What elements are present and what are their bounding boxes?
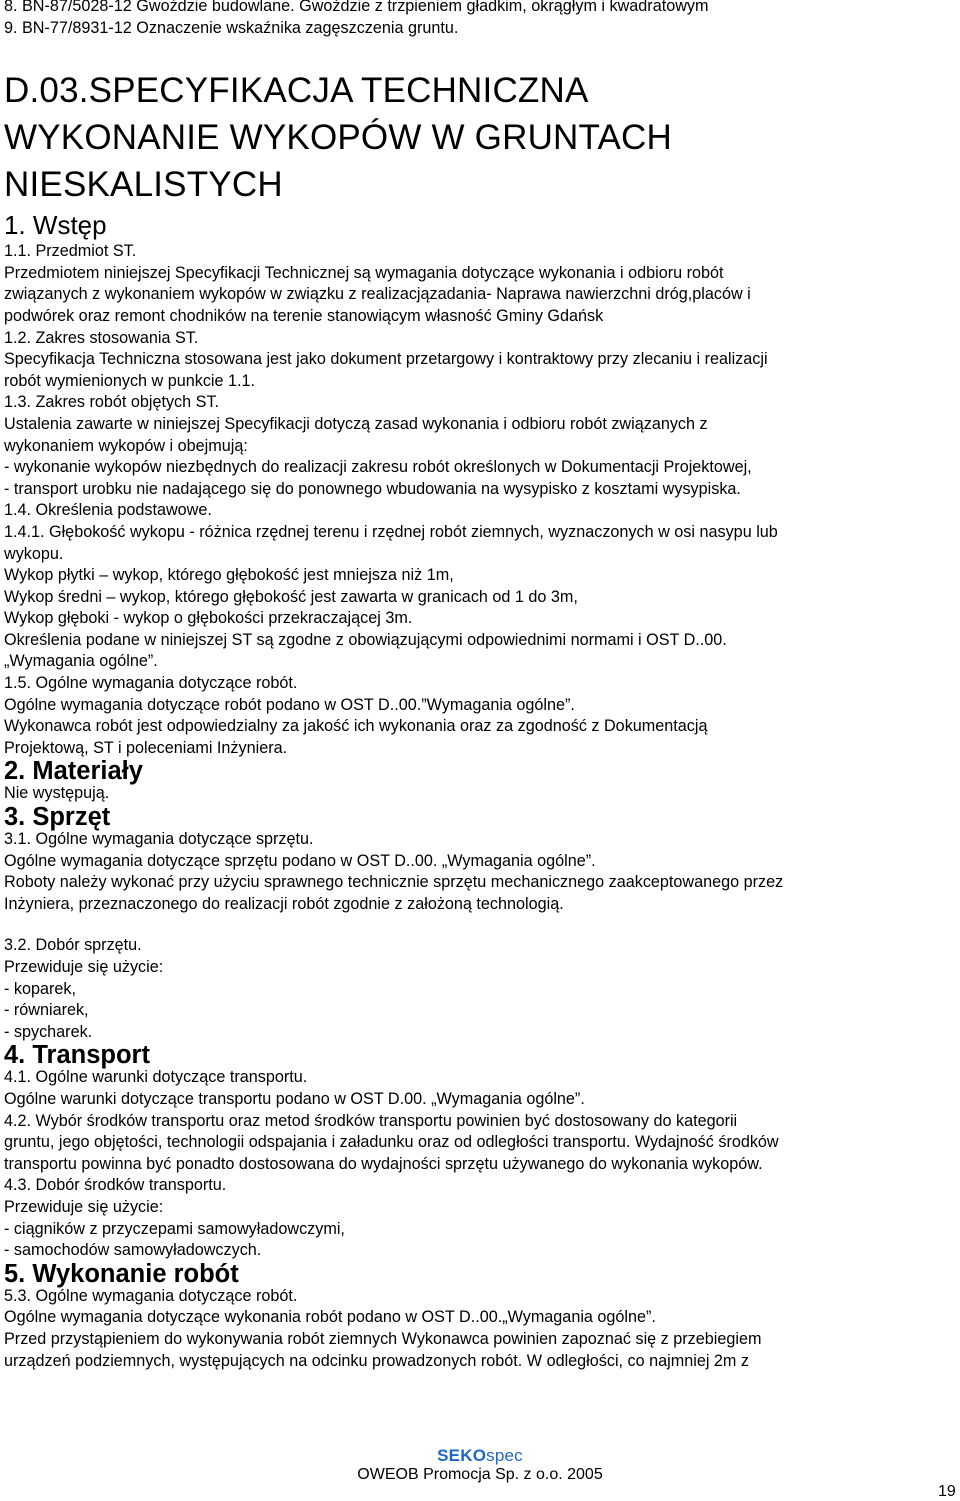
text-line: Specyfikacja Techniczna stosowana jest jako dokument przetargowy i kontraktowy przy zlecaniu i realizacji (4, 350, 768, 369)
text-line: Ogólne wymagania dotyczące robót podano w OST D..00.”Wymagania ogólne”. (4, 695, 575, 714)
spec-title-line-3: NIESKALISTYCH (4, 165, 283, 205)
text-line: 4.2. Wybór środków transportu oraz metod środków transportu powinien być dostosowany do kategorii (4, 1111, 738, 1130)
list-item: - koparek, (4, 979, 76, 998)
text-line: Ustalenia zawarte w niniejszej Specyfikacji dotyczą zasad wykonania i odbioru robót związanych z (4, 414, 708, 433)
reference-item: 8. BN-87/5028-12 Gwoździe budowlane. Gwoździe z trzpieniem gładkim, okrągłym i kwadratowym (4, 0, 709, 15)
text-line: Roboty należy wykonać przy użyciu sprawnego technicznie sprzętu mechanicznego zaakceptowanego przez (4, 873, 784, 892)
text-line: - wykonanie wykopów niezbędnych do realizacji zakresu robót określonych w Dokumentacji Projektowej, (4, 458, 752, 477)
text-line: 1.5. Ogólne wymagania dotyczące robót. (4, 674, 298, 693)
footer-logo (0, 1446, 960, 1466)
list-item: - równiarek, (4, 1001, 89, 1020)
section-heading-transport: 4. Transport (4, 1041, 150, 1070)
logo-bold-text: SEKO (437, 1446, 487, 1465)
list-item: - samochodów samowyładowczych. (4, 1241, 262, 1260)
text-line: 4.3. Dobór środków transportu. (4, 1176, 227, 1195)
section-heading-execution: 5. Wykonanie robót (4, 1259, 239, 1288)
text-line: - transport urobku nie nadającego się do ponownego wbudowania na wysypisko z kosztami wysypiska. (4, 479, 741, 498)
logo-light-text: spec (486, 1446, 523, 1465)
text-line: wykopu. (4, 544, 64, 563)
text-line: Przewiduje się użycie: (4, 1197, 164, 1216)
text-line: Wykop płytki – wykop, którego głębokość jest mniejsza niż 1m, (4, 566, 454, 585)
section-introduction-body (4, 241, 954, 759)
section-heading-materials: 2. Materiały (4, 757, 143, 786)
text-line: gruntu, jego objętości, technologii odspajania i załadunku oraz od odległości transportu. Wydajność środków (4, 1133, 779, 1152)
text-line: Przed przystąpieniem do wykonywania robót ziemnych Wykonawca powinien zapoznać się z przebiegiem (4, 1329, 762, 1348)
text-line: robót wymienionych w punkcie 1.1. (4, 371, 256, 390)
text-line: transportu powinna być ponadto dostosowana do wydajności sprzętu używanego do wykonania wykopów. (4, 1154, 763, 1173)
text-line: 1.4.1. Głębokość wykopu - różnica rzędnej terenu i rzędnej robót ziemnych, wyznaczonych w osi nasypu lub (4, 522, 778, 541)
footer-company: OWEOB Promocja Sp. z o.o. 2005 (357, 1466, 603, 1483)
reference-item: 9. BN-77/8931-12 Oznaczenie wskaźnika zagęszczenia gruntu. (4, 18, 459, 37)
page-number: 19 (938, 1483, 956, 1500)
text-line: związanych z wykonaniem wykopów w związku z realizacjązadania- Naprawa nawierzchni dróg,placów i (4, 285, 751, 304)
text-line: Wykop średni – wykop, którego głębokość jest zawarta w granicach od 1 do 3m, (4, 587, 578, 606)
text-line: Przewiduje się użycie: (4, 958, 164, 976)
text-line: 3.1. Ogólne wymagania dotyczące sprzętu. (4, 830, 314, 849)
text-line: Ogólne wymagania dotyczące sprzętu podano w OST D..00. „Wymagania ogólne”. (4, 851, 596, 870)
text-line: urządzeń podziemnych, występujących na odcinku prowadzonych robót. W odległości, co najmniej 2m z (4, 1351, 750, 1370)
spec-title-line-2: WYKONANIE WYKOPÓW W GRUNTACH (4, 118, 673, 158)
list-item: - ciągników z przyczepami samowyładowczymi, (4, 1219, 345, 1238)
text-line: 1.4. Określenia podstawowe. (4, 501, 212, 520)
document-body (4, 0, 954, 1372)
section-transport-body (4, 1067, 954, 1261)
text-line: 3.2. Dobór sprzętu. (4, 936, 142, 955)
text-line: 1.2. Zakres stosowania ST. (4, 328, 199, 347)
text-line: 5.3. Ogólne wymagania dotyczące robót. (4, 1286, 298, 1305)
text-line: 1.1. Przedmiot ST. (4, 242, 137, 261)
text-line: Inżyniera, przeznaczonego do realizacji robót zgodnie z założoną technologią. (4, 894, 564, 913)
list-item: - spycharek. (4, 1022, 93, 1041)
text-line: Wykonawca robót jest odpowiedzialny za jakość ich wykonania oraz za zgodność z Dokumentacją (4, 717, 708, 736)
text-line: 4.1. Ogólne warunki dotyczące transportu. (4, 1068, 308, 1087)
text-line: Przedmiotem niniejszej Specyfikacji Technicznej są wymagania dotyczące wykonania i odbioru robót (4, 263, 724, 282)
paragraph-gap (4, 915, 954, 935)
text-line: podwórek oraz remont chodników na terenie stanowiącym własność Gminy Gdańsk (4, 306, 604, 325)
text-line: Wykop głęboki - wykop o głębokości przekraczającej 3m. (4, 609, 413, 628)
text-line: 1.3. Zakres robót objętych ST. (4, 393, 220, 412)
spec-title-line-1: D.03.SPECYFIKACJA TECHNICZNA (4, 71, 589, 111)
text-line: wykonaniem wykopów i obejmują: (4, 436, 248, 455)
text-line: Określenia podane w niniejszej ST są zgodne z obowiązującymi odpowiednimi normami i OST D..00. (4, 630, 727, 649)
section-heading-introduction: 1. Wstęp (4, 210, 107, 241)
text-line: „Wymagania ogólne”. (4, 652, 158, 671)
text-line: Ogólne wymagania dotyczące wykonania robót podano w OST D..00.„Wymagania ogólne”. (4, 1308, 656, 1327)
references-list (4, 0, 954, 39)
text-line: Nie występują. (4, 784, 110, 803)
text-line: Projektową, ST i poleceniami Inżyniera. (4, 738, 288, 757)
text-line: Ogólne warunki dotyczące transportu podano w OST D.00. „Wymagania ogólne”. (4, 1089, 585, 1108)
section-equipment-body (4, 829, 954, 1043)
section-execution-body (4, 1286, 954, 1372)
section-heading-equipment: 3. Sprzęt (4, 803, 111, 832)
